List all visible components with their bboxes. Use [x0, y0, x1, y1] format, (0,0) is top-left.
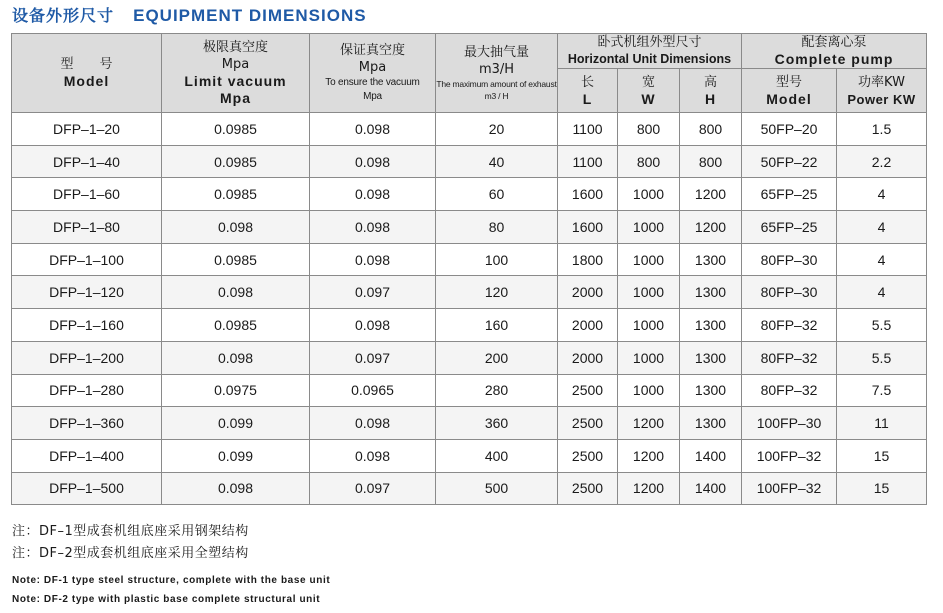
title-zh: 设备外形尺寸 [12, 6, 115, 25]
cell-length: 2500 [558, 374, 618, 407]
cell-max-exhaust: 200 [436, 341, 558, 374]
cell-width: 1000 [618, 309, 680, 342]
cell-ensure-vacuum: 0.097 [310, 276, 436, 309]
cell-width: 1200 [618, 407, 680, 440]
cell-pump-power: 5.5 [837, 309, 927, 342]
cell-max-exhaust: 40 [436, 145, 558, 178]
cell-ensure-vacuum: 0.098 [310, 178, 436, 211]
cell-height: 1300 [680, 243, 742, 276]
cell-ensure-vacuum: 0.098 [310, 113, 436, 146]
cell-pump-model: 65FP–25 [742, 211, 837, 244]
cell-limit-vacuum: 0.098 [162, 211, 310, 244]
table-row [12, 309, 927, 342]
table-row [12, 178, 927, 211]
cell-width: 1200 [618, 439, 680, 472]
table-row [12, 374, 927, 407]
cell-ensure-vacuum: 0.0965 [310, 374, 436, 407]
cell-pump-model: 80FP–32 [742, 341, 837, 374]
cell-model: DFP–1–100 [12, 243, 162, 276]
cell-height: 1300 [680, 276, 742, 309]
table-body [12, 113, 927, 505]
cell-limit-vacuum: 0.0985 [162, 113, 310, 146]
cell-ensure-vacuum: 0.098 [310, 309, 436, 342]
cell-length: 1600 [558, 211, 618, 244]
header-ensure-vacuum: 保证真空度 Mpa To ensure the vacuum Mpa [310, 34, 436, 113]
cell-height: 800 [680, 145, 742, 178]
header-pump-model: 型号 Model [742, 69, 837, 113]
note-en-1: Note: DF-1 type steel structure, complete with the base unit [12, 575, 331, 586]
cell-width: 1000 [618, 211, 680, 244]
cell-pump-model: 80FP–30 [742, 243, 837, 276]
cell-pump-power: 4 [837, 211, 927, 244]
cell-pump-power: 15 [837, 472, 927, 505]
cell-model: DFP–1–60 [12, 178, 162, 211]
cell-pump-power: 1.5 [837, 113, 927, 146]
cell-length: 2000 [558, 309, 618, 342]
cell-limit-vacuum: 0.0985 [162, 145, 310, 178]
cell-model: DFP–1–160 [12, 309, 162, 342]
cell-model: DFP–1–400 [12, 439, 162, 472]
cell-length: 2500 [558, 472, 618, 505]
header-width: 宽 W [618, 69, 680, 113]
cell-width: 800 [618, 145, 680, 178]
title-en: EQUIPMENT DIMENSIONS [133, 6, 367, 25]
notes [12, 521, 330, 609]
cell-height: 1300 [680, 407, 742, 440]
cell-limit-vacuum: 0.098 [162, 341, 310, 374]
cell-pump-power: 5.5 [837, 341, 927, 374]
cell-pump-model: 100FP–32 [742, 439, 837, 472]
cell-length: 2000 [558, 276, 618, 309]
cell-limit-vacuum: 0.098 [162, 472, 310, 505]
cell-width: 1000 [618, 341, 680, 374]
cell-max-exhaust: 80 [436, 211, 558, 244]
cell-model: DFP–1–120 [12, 276, 162, 309]
cell-max-exhaust: 160 [436, 309, 558, 342]
cell-model: DFP–1–40 [12, 145, 162, 178]
page-title [12, 4, 367, 28]
cell-width: 800 [618, 113, 680, 146]
cell-ensure-vacuum: 0.098 [310, 243, 436, 276]
cell-ensure-vacuum: 0.098 [310, 145, 436, 178]
cell-pump-model: 100FP–30 [742, 407, 837, 440]
cell-pump-power: 11 [837, 407, 927, 440]
cell-width: 1000 [618, 374, 680, 407]
cell-pump-model: 65FP–25 [742, 178, 837, 211]
cell-max-exhaust: 500 [436, 472, 558, 505]
cell-length: 2000 [558, 341, 618, 374]
cell-length: 1100 [558, 145, 618, 178]
cell-pump-model: 80FP–32 [742, 374, 837, 407]
table-row [12, 439, 927, 472]
cell-height: 1300 [680, 374, 742, 407]
cell-ensure-vacuum: 0.097 [310, 341, 436, 374]
cell-ensure-vacuum: 0.097 [310, 472, 436, 505]
cell-ensure-vacuum: 0.098 [310, 407, 436, 440]
cell-limit-vacuum: 0.0975 [162, 374, 310, 407]
cell-ensure-vacuum: 0.098 [310, 211, 436, 244]
cell-limit-vacuum: 0.098 [162, 276, 310, 309]
cell-max-exhaust: 100 [436, 243, 558, 276]
header-pump-power: 功率KW Power KW [837, 69, 927, 113]
cell-model: DFP–1–200 [12, 341, 162, 374]
table-row [12, 243, 927, 276]
cell-height: 800 [680, 113, 742, 146]
cell-height: 1400 [680, 439, 742, 472]
cell-max-exhaust: 400 [436, 439, 558, 472]
note-zh-1: 注：DF–1型成套机组底座采用钢架结构 [12, 524, 249, 539]
table-row [12, 276, 927, 309]
cell-width: 1000 [618, 276, 680, 309]
cell-model: DFP–1–20 [12, 113, 162, 146]
cell-limit-vacuum: 0.0985 [162, 243, 310, 276]
header-length: 长 L [558, 69, 618, 113]
cell-model: DFP–1–360 [12, 407, 162, 440]
header-model: 型 号 Model [12, 34, 162, 113]
cell-height: 1300 [680, 309, 742, 342]
cell-ensure-vacuum: 0.098 [310, 439, 436, 472]
cell-model: DFP–1–500 [12, 472, 162, 505]
cell-pump-model: 100FP–32 [742, 472, 837, 505]
cell-limit-vacuum: 0.099 [162, 439, 310, 472]
cell-pump-model: 80FP–32 [742, 309, 837, 342]
cell-pump-power: 4 [837, 243, 927, 276]
cell-length: 2500 [558, 407, 618, 440]
header-complete-pump: 配套离心泵 Complete pump [742, 34, 927, 69]
cell-pump-power: 7.5 [837, 374, 927, 407]
cell-pump-power: 15 [837, 439, 927, 472]
cell-max-exhaust: 120 [436, 276, 558, 309]
note-zh-2: 注：DF–2型成套机组底座采用全塑结构 [12, 546, 249, 561]
cell-width: 1200 [618, 472, 680, 505]
header-height: 高 H [680, 69, 742, 113]
cell-length: 1800 [558, 243, 618, 276]
cell-length: 1600 [558, 178, 618, 211]
dimensions-table [11, 33, 927, 505]
cell-limit-vacuum: 0.0985 [162, 178, 310, 211]
cell-model: DFP–1–280 [12, 374, 162, 407]
table-row [12, 113, 927, 146]
cell-height: 1200 [680, 178, 742, 211]
cell-max-exhaust: 20 [436, 113, 558, 146]
table-row [12, 472, 927, 505]
cell-length: 2500 [558, 439, 618, 472]
cell-pump-power: 2.2 [837, 145, 927, 178]
header-max-exhaust: 最大抽气量 m3/H The maximum amount of exhaust m3 / H [436, 34, 558, 113]
cell-limit-vacuum: 0.099 [162, 407, 310, 440]
header-limit-vacuum: 极限真空度 Mpa Limit vacuum Mpa [162, 34, 310, 113]
cell-pump-model: 50FP–22 [742, 145, 837, 178]
cell-limit-vacuum: 0.0985 [162, 309, 310, 342]
cell-height: 1300 [680, 341, 742, 374]
cell-pump-power: 4 [837, 178, 927, 211]
cell-width: 1000 [618, 243, 680, 276]
cell-max-exhaust: 60 [436, 178, 558, 211]
cell-pump-power: 4 [837, 276, 927, 309]
table-row [12, 407, 927, 440]
table-row [12, 145, 927, 178]
table-row [12, 211, 927, 244]
note-en-2: Note: DF-2 type with plastic base complete structural unit [12, 594, 321, 605]
cell-width: 1000 [618, 178, 680, 211]
cell-length: 1100 [558, 113, 618, 146]
header-horizontal-dimensions: 卧式机组外型尺寸 Horizontal Unit Dimensions [558, 34, 742, 69]
cell-max-exhaust: 280 [436, 374, 558, 407]
cell-height: 1200 [680, 211, 742, 244]
cell-pump-model: 80FP–30 [742, 276, 837, 309]
cell-max-exhaust: 360 [436, 407, 558, 440]
cell-pump-model: 50FP–20 [742, 113, 837, 146]
cell-model: DFP–1–80 [12, 211, 162, 244]
table-row [12, 341, 927, 374]
cell-height: 1400 [680, 472, 742, 505]
